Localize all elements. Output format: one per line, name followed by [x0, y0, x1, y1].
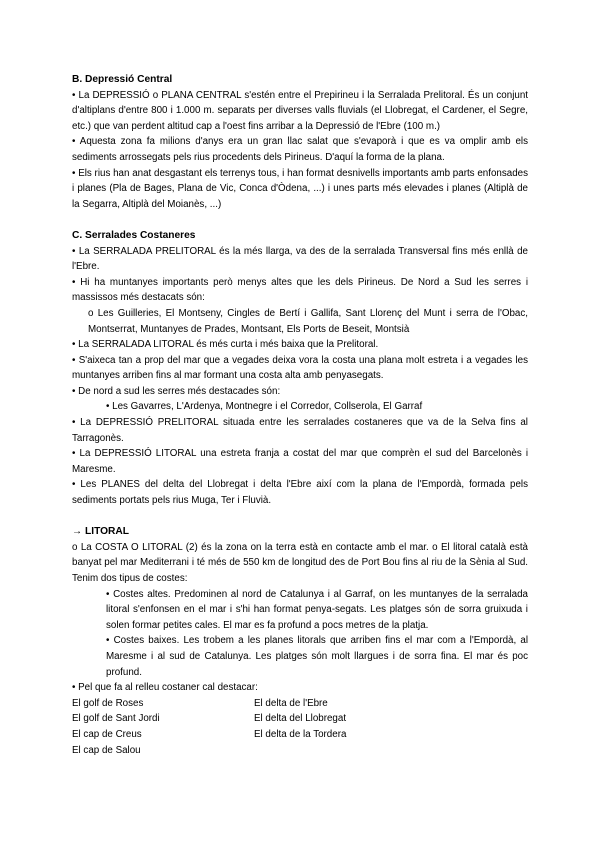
section-c-heading: C. Serralades Costaneres [72, 229, 196, 241]
litoral-high-coasts: • Costes altes. Predominen al nord de Catalunya i al Garraf, on les muntanyes de la serralada litoral s'enfonsen en el mar i s'hi han format penya-segats. Les platges són de sorra gruixuda i solen formar petites cales. El mar es fa profund a pocs metres de la platja. [106, 588, 528, 631]
litoral-paragraph-1: o La COSTA O LITORAL (2) és la zona on la terra està en contacte amb el mar. o El litoral català està banyat pel mar Mediterrani i té més de 550 km de longitud des de Port Bou fins al riu de la Sènia al Sud. Tenim dos tipus de costes: [72, 541, 528, 584]
relief-right-2: El delta del Llobregat [254, 713, 347, 725]
section-c-paragraph-4: • S'aixeca tan a prop del mar que a vegades deixa vora la costa una plana molt estreta i a vegades les muntanyes arriben fins al mar formant una costa alta amb penyasegats. [72, 354, 528, 382]
coastal-relief-table [72, 696, 528, 758]
section-c-paragraph-8: • Les PLANES del delta del Llobregat i delta l'Ebre així com la plana de l'Empordà, formada pels sediments portats pels rius Muga, Ter i Fluvià. [72, 479, 528, 507]
section-c-paragraph-1: • La SERRALADA PRELITORAL és la més llarga, va des de la serralada Transversal fins més enllà de l'Ebre. [72, 245, 528, 273]
relief-right-4-empty [254, 743, 528, 759]
litoral-relief-intro: • Pel que fa al relleu costaner cal destacar: [72, 682, 258, 694]
relief-left-3: El cap de Creus [72, 728, 142, 740]
section-b-paragraph-2: • Aquesta zona fa milions d'anys era un gran llac salat que s'evaporà i que es va omplir amb els sediments arrossegats pels rius procedents dels Pirineus. D'aquí la forma de la plana. [72, 136, 528, 163]
section-b-heading: B. Depressió Central [72, 74, 173, 85]
section-c-paragraph-6: • La DEPRESSIÓ PRELITORAL situada entre les serralades costaneres que va de la Selva fins al Tarragonès. [72, 417, 528, 444]
relief-left-4: El cap de Salou [72, 744, 141, 756]
litoral-heading: → LITORAL [72, 526, 129, 538]
section-c-paragraph-3: • La SERRALADA LITORAL és més curta i més baixa que la Prelitoral. [72, 339, 379, 351]
spacer [72, 212, 528, 228]
section-c-coastal-list: • Les Gavarres, L'Ardenya, Montnegre i el Corredor, Collserola, El Garraf [106, 401, 423, 413]
section-c-mountain-list: o Les Guilleries, El Montseny, Cingles de Bertí i Gallifa, Sant Llorenç del Munt i serra de l'Obac, Montserrat, Muntanyes de Prades, Montsant, Els Ports de Beseit, Montsià [88, 307, 528, 335]
spacer [72, 509, 528, 525]
section-b-paragraph-3: • Els rius han anat desgastant els terrenys tous, i han format desnivells importants amb parts enfonsades i planes (Pla de Bages, Plana de Vic, Conca d'Òdena, ...) i unes parts més elevades i planes (Altiplà de la Segarra, Altiplà del Moianès, ...) [72, 167, 528, 210]
litoral-low-coasts: • Costes baixes. Les trobem a les planes litorals que arriben fins el mar com a l'Empordà, al Maresme i al sud de Catalunya. Les platges són molt llargues i de sorra fina. El mar és poc profund. [106, 635, 528, 678]
document-content [72, 72, 528, 758]
section-c-paragraph-5: • De nord a sud les serres més destacades són: [72, 385, 281, 397]
relief-right-3: El delta de la Tordera [254, 728, 347, 740]
section-c-paragraph-7: • La DEPRESSIÓ LITORAL una estreta franja a costat del mar que comprèn el sud del Barcelonès i Maresme. [72, 448, 528, 475]
section-b-paragraph-1: • La DEPRESSIÓ o PLANA CENTRAL s'estén entre el Prepirineu i la Serralada Prelitoral. És un conjunt d'altiplans d'entre 800 i 1.000 m. separats per diverses valls fluvials (el Llobregat, el Cardener, el Segre, etc.) que van perdent altitud cap a l'oest fins arribar a la Depressió de l'Ebre (100 m.) [72, 89, 528, 132]
section-c-paragraph-2: • Hi ha muntanyes importants però menys altes que les dels Pirineus. De Nord a Sud les serres i massissos més destacats són: [72, 276, 528, 304]
relief-right-1: El delta de l'Ebre [254, 697, 328, 709]
relief-left-2: El golf de Sant Jordi [72, 713, 160, 725]
relief-left-1: El golf de Roses [72, 697, 144, 709]
